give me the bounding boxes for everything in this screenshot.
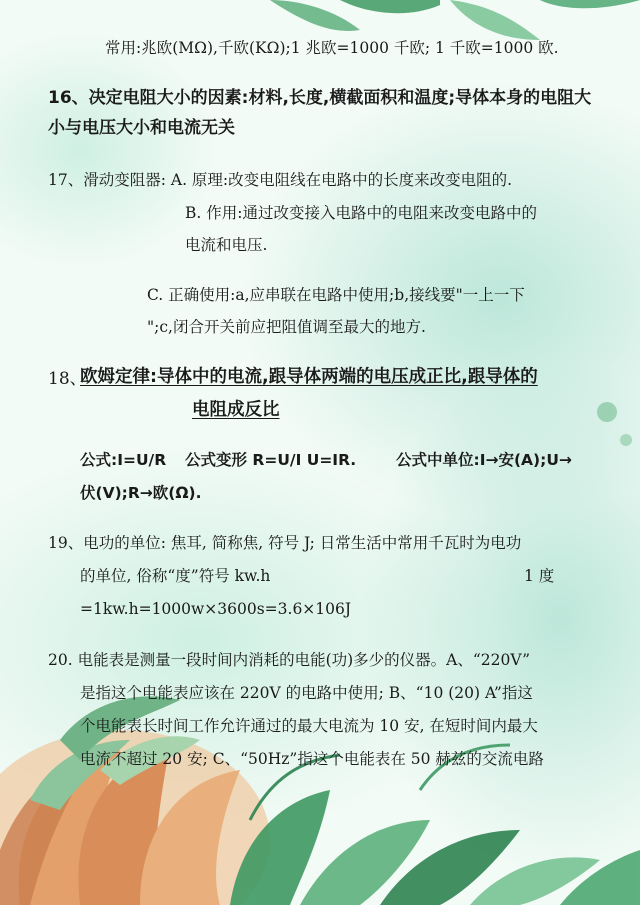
item-17-line-5: ";c,闭合开关前应把阻值调至最大的地方. bbox=[147, 318, 426, 336]
item-17-line-2: B. 作用:通过改变接入电路中的电阻来改变电路中的 bbox=[185, 204, 537, 222]
formula-units-cont: 伏(V);R→欧(Ω). bbox=[80, 484, 202, 502]
text-line-units: 常用:兆欧(MΩ),千欧(KΩ);1 兆欧=1000 千欧; 1 千欧=1000 欧. bbox=[105, 39, 559, 57]
item-16-line-1: 16、决定电阻大小的因素:材料,长度,横截面积和温度;导体本身的电阻大 bbox=[48, 88, 592, 108]
item-17-line-4: C. 正确使用:a,应串联在电路中使用;b,接线要"一上一下 bbox=[147, 286, 525, 304]
item-20-line-3: 个电能表长时间工作允许通过的最大电流为 10 安, 在短时间内最大 bbox=[80, 717, 538, 735]
formula-basic: 公式:I=U/R bbox=[80, 451, 167, 469]
item-20-line-2: 是指这个电能表应该在 220V 的电路中使用; B、“10 (20) A”指这 bbox=[80, 684, 533, 702]
formula-variants: 公式变形 R=U/I U=IR. bbox=[185, 451, 357, 469]
item-20-line-1: 20. 电能表是测量一段时间内消耗的电能(功)多少的仪器。A、“220V” bbox=[48, 651, 531, 669]
item-18-ohms-law-cont: 电阻成反比 bbox=[192, 400, 280, 420]
item-18-ohms-law: 欧姆定律:导体中的电流,跟导体两端的电压成正比,跟导体的 bbox=[80, 367, 538, 387]
item-17-line-3: 电流和电压. bbox=[185, 236, 268, 254]
item-19-line-2: 的单位, 俗称“度”符号 kw.h bbox=[80, 567, 271, 585]
item-16-line-2: 小与电压大小和电流无关 bbox=[48, 118, 235, 138]
formula-units: 公式中单位:I→安(A);U→ bbox=[396, 451, 572, 469]
item-19-degree: 1 度 bbox=[524, 567, 555, 585]
item-17-line-1: 17、滑动变阻器: A. 原理:改变电阻线在电路中的长度来改变电阻的. bbox=[48, 171, 513, 189]
item-20-line-4: 电流不超过 20 安; C、“50Hz”指这个电能表在 50 赫兹的交流电路 bbox=[80, 750, 544, 768]
item-18-number: 18、 bbox=[48, 369, 87, 389]
item-19-line-3: =1kw.h=1000w×3600s=3.6×106J bbox=[80, 600, 352, 618]
item-19-line-1: 19、电功的单位: 焦耳, 简称焦, 符号 J; 日常生活中常用千瓦时为电功 bbox=[48, 534, 522, 552]
